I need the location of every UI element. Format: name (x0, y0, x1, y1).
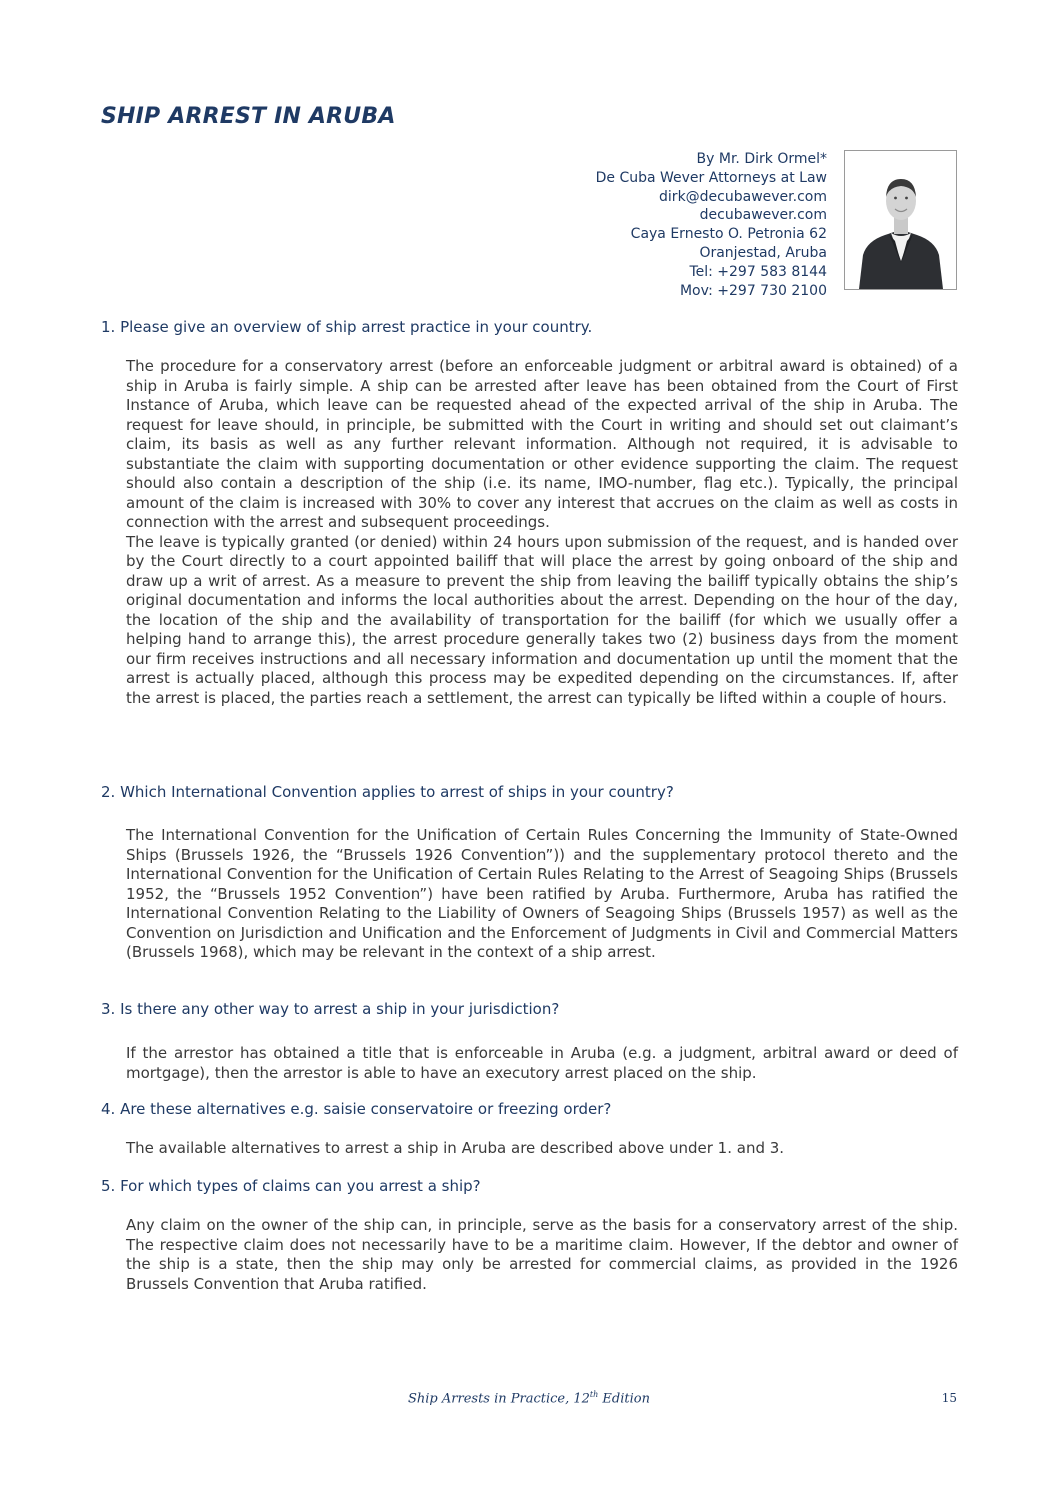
answer-5 (126, 1216, 958, 1294)
author-city: Oranjestad, Aruba (699, 244, 827, 261)
question-3: 3. Is there any other way to arrest a ship in your jurisdiction? (101, 1000, 560, 1018)
footer-edition-word: Edition (598, 1391, 650, 1407)
question-1: 1. Please give an overview of ship arrest practice in your country. (101, 318, 593, 336)
author-byline: By Mr. Dirk Ormel* (696, 151, 827, 167)
author-email[interactable]: dirk@decubawever.com (659, 188, 827, 205)
footer-publication (0, 1390, 1058, 1406)
answer-1 (126, 357, 958, 708)
author-block (596, 150, 827, 300)
answer-1-paragraph-2: The leave is typically granted (or denied) within 24 hours upon submission of the request, and is handed over by the Court directly to a court appointed bailiff that will place the arrest by going onboard of the ship and draw up a writ of arrest. As a measure to prevent the ship from leaving the bailiff typically obtains the ship’s original documentation and informs the local authorities about the arrest. Depending on the hour of the day, the location of the ship and the availability of transportation for the bailiff (for which we usually offer a helping hand to arrange this), the arrest procedure generally takes two (2) business days from the moment our firm receives instructions and all necessary information and documentation up until the moment that the arrest is actually placed, although this process may be expedited depending on the circumstances. If, after the arrest is placed, the parties reach a settlement, the arrest can typically be lifted within a couple of hours. (126, 532, 958, 707)
footer-publication-title: Ship Arrests in Practice, 12 (408, 1391, 590, 1407)
question-4: 4. Are these alternatives e.g. saisie conservatoire or freezing order? (101, 1100, 612, 1118)
author-tel: Tel: +297 583 8144 (689, 263, 827, 280)
page-title: SHIP ARREST IN ARUBA (101, 104, 396, 129)
answer-4 (126, 1139, 958, 1159)
author-website[interactable]: decubawever.com (699, 207, 827, 224)
answer-3-paragraph-1: If the arrestor has obtained a title that is enforceable in Aruba (e.g. a judgment, arbitral award or deed of mortgage), then the arrestor is able to have an executory arrest placed on the ship. (126, 1044, 958, 1082)
portrait-image (845, 151, 956, 289)
answer-4-paragraph-1: The available alternatives to arrest a ship in Aruba are described above under 1. and 3. (126, 1139, 785, 1157)
question-2: 2. Which International Convention applies to arrest of ships in your country? (101, 783, 674, 801)
answer-2-paragraph-1: The International Convention for the Unification of Certain Rules Concerning the Immunity of State-Owned Ships (Brussels 1926, the “Brussels 1926 Convention”)) and the supplementary protocol thereto and the International Convention for the Unification of Certain Rules Relating to the Arrest of Seagoing Ships (Brussels 1952, the “Brussels 1952 Convention”) have been ratified by Aruba. Furthermore, Aruba has ratified the International Convention Relating to the Liability of Owners of Seagoing Ships (Brussels 1957) as well as the Convention on Jurisdiction and Unification and the Enforcement of Judgments in Civil and Commercial Matters (Brussels 1968), which may be relevant in the context of a ship arrest. (126, 826, 958, 961)
author-street: Caya Ernesto O. Petronia 62 (630, 226, 827, 243)
footer-edition-superscript: th (589, 1390, 599, 1399)
answer-3 (126, 1044, 958, 1083)
question-5: 5. For which types of claims can you arrest a ship? (101, 1177, 481, 1195)
author-photo (844, 150, 957, 290)
author-firm: De Cuba Wever Attorneys at Law (595, 169, 827, 186)
answer-1-paragraph-1: The procedure for a conservatory arrest (before an enforceable judgment or arbitral award is obtained) of a ship in Aruba is fairly simple. A ship can be arrested after leave has been obtained from the Court of First Instance of Aruba, which leave can be requested ahead of the expected arrival of the ship in Aruba. The request for leave should, in principle, be submitted with the Court in writing and should set out claimant’s claim, its basis as well as any further relevant information. Although not required, it is advisable to substantiate the claim with supporting documentation or other evidence supporting the claim. The request should also contain a description of the ship (i.e. its name, IMO-number, flag etc.). Typically, the principal amount of the claim is increased with 30% to cover any interest that accrues on the claim as well as costs in connection with the arrest and subsequent proceedings. (126, 357, 958, 531)
page-number: 15 (941, 1391, 957, 1405)
answer-2 (126, 826, 958, 963)
answer-5-paragraph-1: Any claim on the owner of the ship can, in principle, serve as the basis for a conservatory arrest of the ship. The respective claim does not necessarily have to be a maritime claim. However, If the debtor and owner of the ship is a state, then the ship may only be arrested for commercial claims, as provided in the 1926 Brussels Convention that Aruba ratified. (126, 1216, 958, 1293)
author-mobile: Mov: +297 730 2100 (679, 282, 827, 299)
